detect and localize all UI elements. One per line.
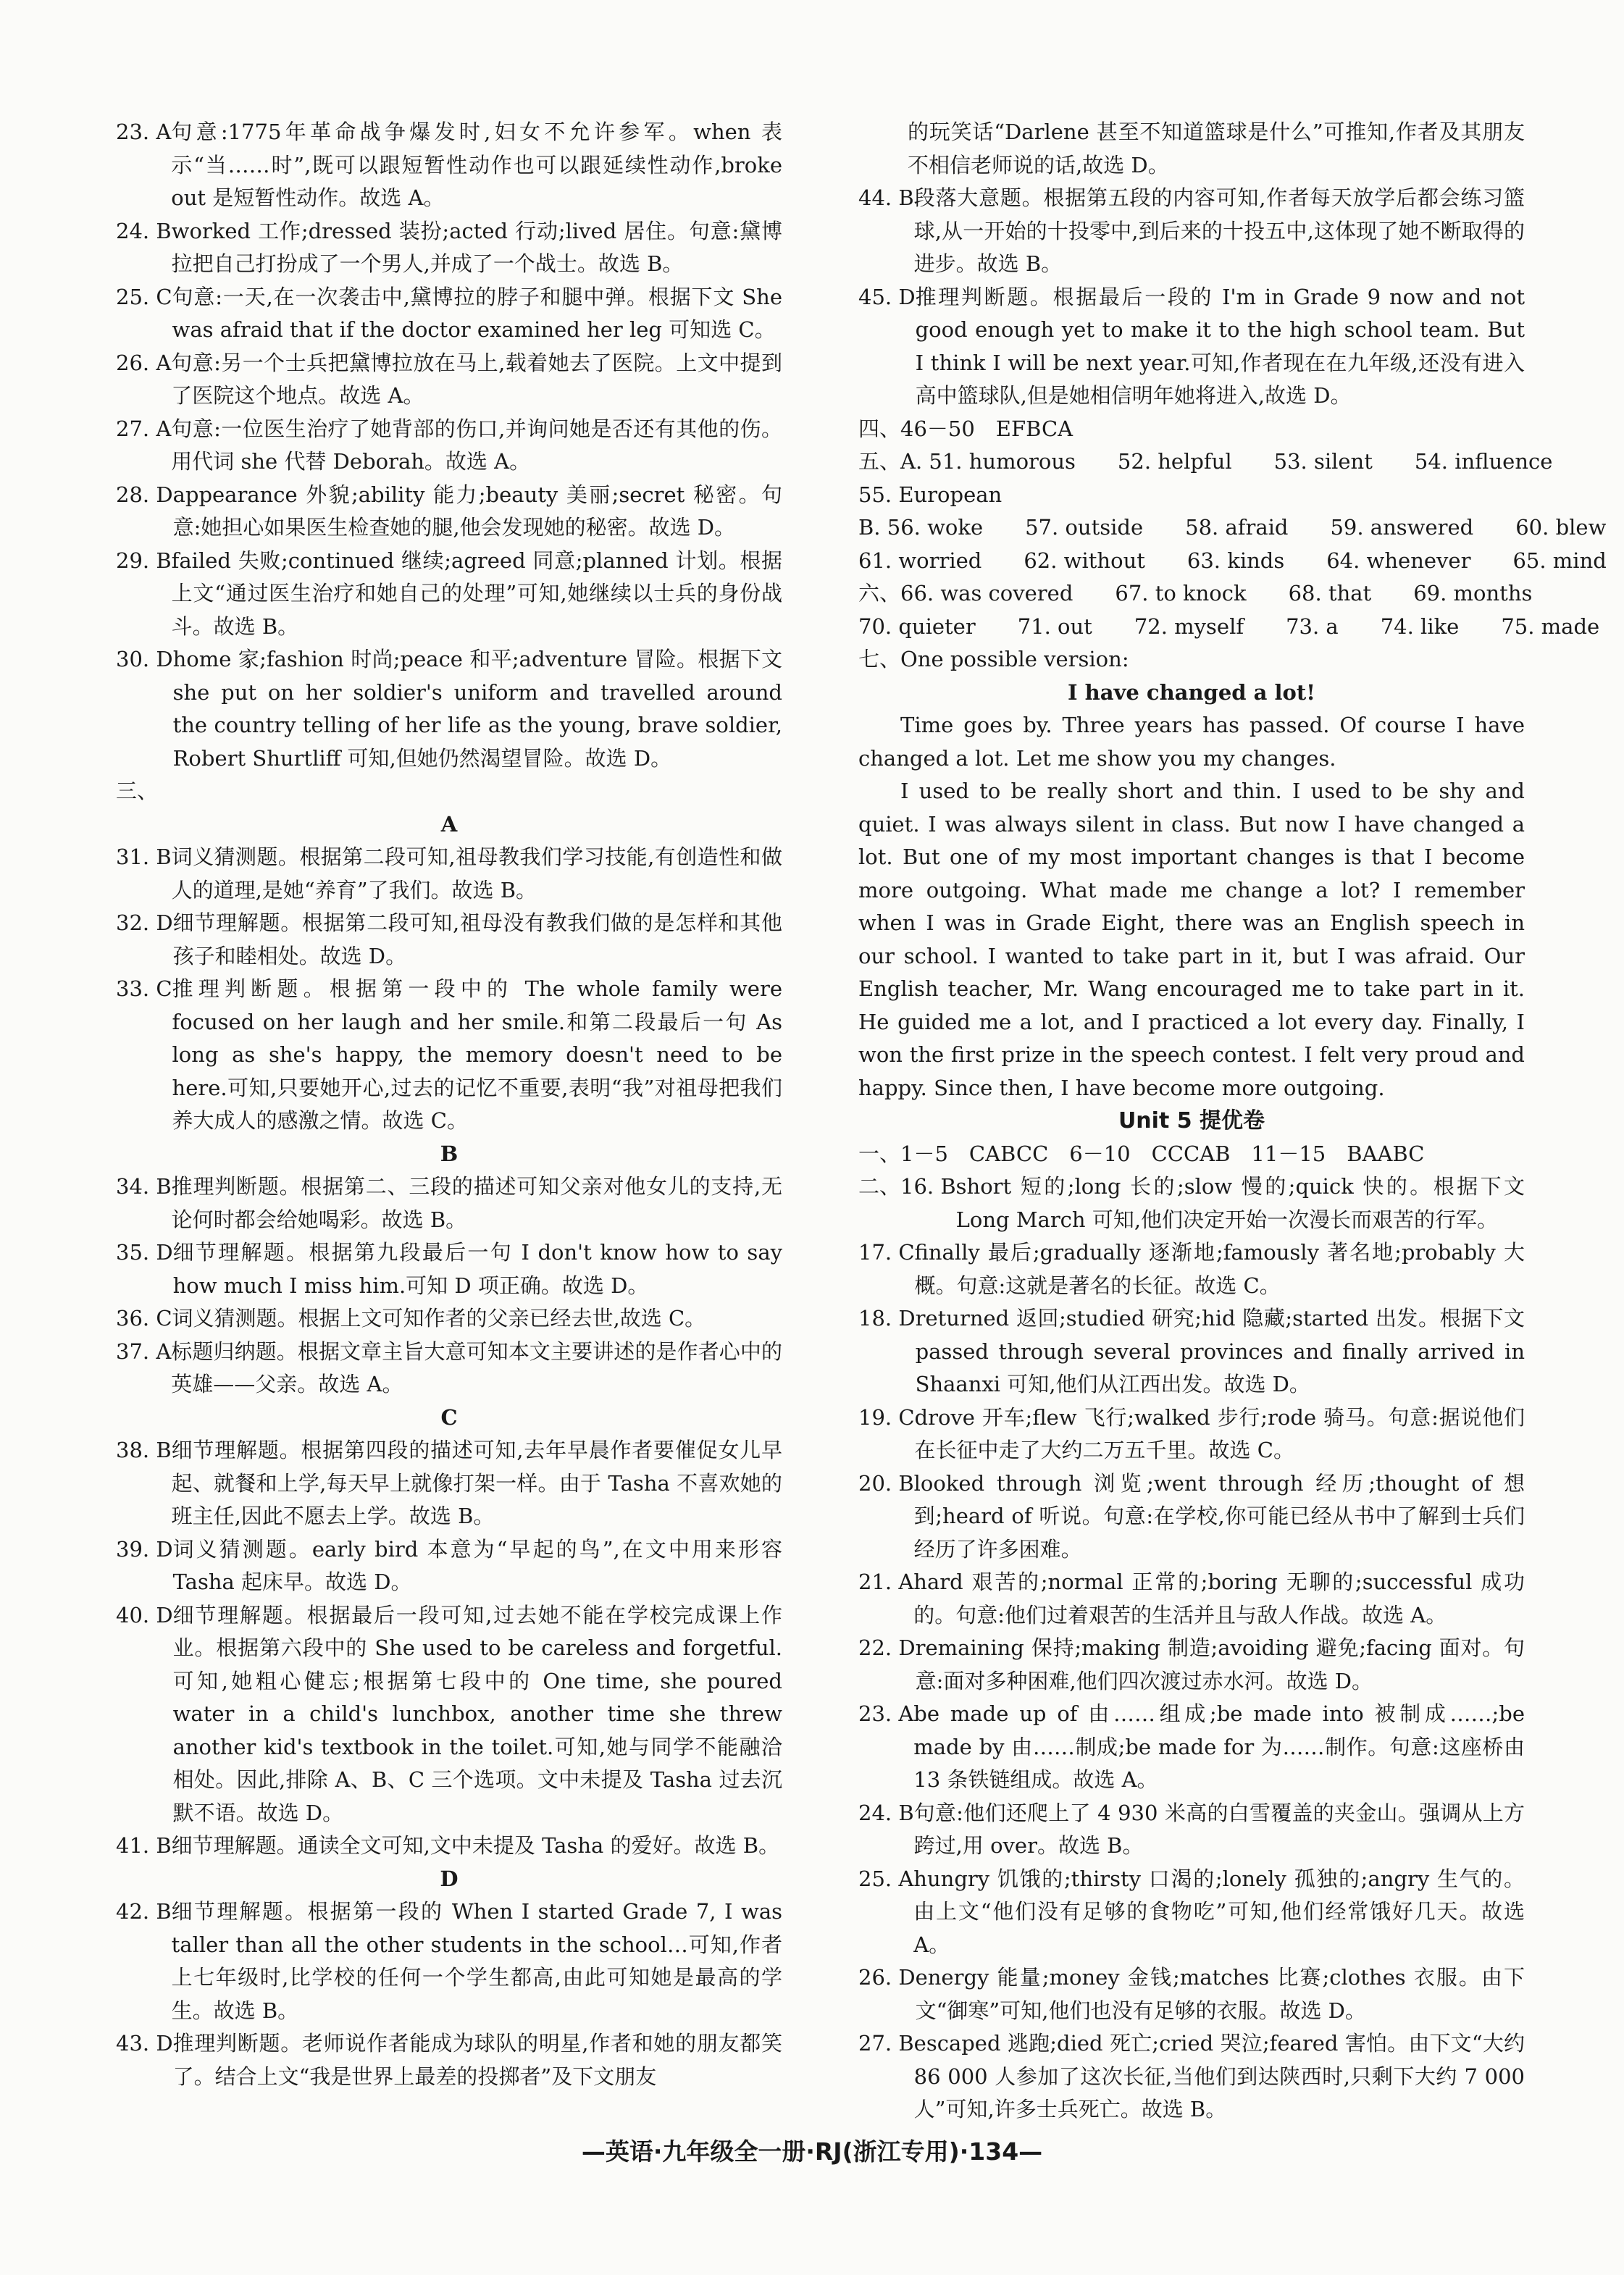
answer-explanation: 句意:一天,在一次袭击中,黛博拉的脖子和腿中弹。根据下文 She was afraid that if the doctor examined her leg 可知选 C。 bbox=[172, 284, 782, 342]
continued-text: 的玩笑话“Darlene 甚至不知道篮球是什么”可推知,作者及其朋友不相信老师说的话,故选 D。 bbox=[908, 120, 1525, 177]
answer-item bbox=[116, 347, 782, 413]
answer-number: 25. A bbox=[858, 1866, 914, 1891]
answer-number: 44. B bbox=[858, 185, 914, 210]
answer-row: 六、66. was covered 67. to knock 68. that 69. months bbox=[858, 581, 1533, 606]
answer-explanation: 细节理解题。根据第一段的 When I started Grade 7, I was taller than all the other students in the school…可知,作者上七年级时,比学校的任何一个学生都高,由此可知她是最高的学生。故选 B。 bbox=[171, 1899, 782, 2023]
answer-explanation: 句意:1775年革命战争爆发时,妇女不允许参军。when 表示“当……时”,既可以跟短暂性动作也可以跟延续性动作,broke out 是短暂性动作。故选 A。 bbox=[171, 120, 782, 210]
answer-number: 36. C bbox=[116, 1306, 172, 1331]
answer-number: 19. C bbox=[858, 1404, 915, 1430]
answer-explanation: 词义猜测题。early bird 本意为“早起的鸟”,在文中用来形容 Tasha 起床早。故选 D。 bbox=[172, 1536, 782, 1594]
answer-explanation: 句意:他们还爬上了 4 930 米高的白雪覆盖的夹金山。强调从上方跨过,用 over。故选 B。 bbox=[913, 1800, 1525, 1858]
answer-number: 17. C bbox=[858, 1240, 915, 1265]
answer-number: 31. B bbox=[116, 845, 172, 869]
answer-explanation: 词义猜测题。根据第二段可知,祖母教我们学习技能,有创造性和做人的道理,是她“养育”了我们。故选 B。 bbox=[171, 845, 782, 902]
answer-item bbox=[858, 1402, 1525, 1467]
answer-item bbox=[116, 1895, 782, 2027]
answer-item bbox=[858, 1467, 1525, 1567]
essay-paragraph: I used to be really short and thin. I used to be shy and quiet. I was always silent in class. But now I have changed a lot. But one of my most important changes is that I become more outgoing. What made me change a lot? I remember when I was in Grade Eight, there was an English speech in our school. I wanted to take part in it, but I was afraid. Our English teacher, Mr. Wang encouraged me to take part in it. He guided me a lot, and I practiced a lot every day. Finally, I won the first prize in the speech contest. I felt very proud and happy. Since then, I have become more outgoing. bbox=[858, 779, 1525, 1100]
answer-item bbox=[116, 643, 782, 775]
answer-row: 55. European bbox=[858, 482, 1003, 507]
answer-explanation: hard 艰苦的;normal 正常的;boring 无聊的;successful 成功的。句意:他们过着艰苦的生活并且与敌人作战。故选 A。 bbox=[913, 1570, 1525, 1627]
answer-number: 32. D bbox=[116, 910, 173, 935]
answer-item bbox=[116, 1599, 782, 1830]
answer-item bbox=[116, 116, 782, 215]
section-label: 三、 bbox=[116, 779, 159, 803]
answer-explanation: 推理判断题。老师说作者能成为球队的明星,作者和她的朋友都笑了。结合上文“我是世界上最差的投掷者”及下文朋友 bbox=[172, 2031, 782, 2089]
answer-number: 30. D bbox=[116, 647, 173, 671]
answer-explanation: short 短的;long 长的;slow 慢的;quick 快的。根据下文 Long March 可知,他们决定开始一次漫长而艰苦的行军。 bbox=[955, 1174, 1525, 1232]
answer-number: 25. C bbox=[116, 284, 172, 309]
answer-row: 70. quieter 71. out 72. myself 73. a 74. like 75. made bbox=[858, 613, 1600, 639]
page-footer: —英语·九年级全一册·RJ(浙江专用)·134— bbox=[581, 2137, 1043, 2166]
answer-item bbox=[858, 1302, 1525, 1402]
answer-explanation: 细节理解题。根据第九段最后一句 I don't know how to say how much I miss him.可知 D 项正确。故选 D。 bbox=[172, 1240, 782, 1298]
answer-row: 五、A. 51. humorous 52. helpful 53. silent 54. influence bbox=[858, 449, 1553, 474]
answer-item bbox=[858, 182, 1525, 281]
answer-item bbox=[116, 1336, 782, 1402]
section-heading: B bbox=[440, 1141, 459, 1166]
section-heading: I have changed a lot! bbox=[1067, 679, 1316, 705]
unit-title: Unit 5 提优卷 bbox=[1118, 1108, 1265, 1134]
answer-item bbox=[116, 215, 782, 281]
answer-number: 23. A bbox=[116, 120, 172, 144]
answer-item bbox=[116, 1302, 782, 1336]
answer-number: 28. D bbox=[116, 482, 173, 507]
answer-explanation: finally 最后;gradually 逐渐地;famously 著名地;probably 大概。句意:这就是著名的长征。故选 C。 bbox=[914, 1240, 1525, 1298]
answer-number: 26. A bbox=[116, 350, 172, 375]
answer-number: 42. B bbox=[116, 1899, 172, 1924]
answer-explanation: 细节理解题。根据最后一段可知,过去她不能在学校完成课上作业。根据第六段中的 She used to be careless and forgetful.可知,她粗心健忘;根据第七段中的 One time, she poured water in a child's lunchbox, another time she threw another kid's textbook in the toilet.可知,她与同学不能融洽相处。因此,排除 A、B、C 三个选项。文中未提及 Tasha 过去沉默不语。故选 D。 bbox=[172, 1602, 782, 1825]
answer-item bbox=[858, 1236, 1525, 1302]
answer-explanation: 词义猜测题。根据上文可知作者的父亲已经去世,故选 C。 bbox=[172, 1306, 706, 1331]
answer-item bbox=[116, 413, 782, 479]
answer-item bbox=[116, 479, 782, 545]
answer-row: 七、One possible version: bbox=[858, 647, 1129, 671]
answer-number: 22. D bbox=[858, 1635, 916, 1660]
answer-number: 45. D bbox=[858, 284, 916, 309]
answer-item bbox=[116, 281, 782, 347]
answer-row: 一、1－5 CABCC 6－10 CCCAB 11－15 BAABC bbox=[858, 1141, 1425, 1166]
answer-item bbox=[858, 281, 1525, 413]
answer-item bbox=[116, 1533, 782, 1599]
answer-row: 61. worried 62. without 63. kinds 64. whenever 65. mind bbox=[858, 548, 1607, 573]
answer-explanation: failed 失败;continued 继续;agreed 同意;planned 计划。根据上文“通过医生治疗和她自己的处理”可知,她继续以士兵的身份战斗。故选 B。 bbox=[171, 548, 782, 639]
answer-number: 37. A bbox=[116, 1338, 172, 1364]
answer-number: 38. B bbox=[116, 1438, 172, 1462]
answer-explanation: hungry 饥饿的;thirsty 口渴的;lonely 孤独的;angry 生气的。由上文“他们没有足够的食物吃”可知,他们经常饿好几天。故选 A。 bbox=[913, 1866, 1525, 1957]
answer-explanation: appearance 外貌;ability 能力;beauty 美丽;secret 秘密。句意:她担心如果医生检查她的腿,他会发现她的秘密。故选 D。 bbox=[172, 482, 782, 540]
answer-explanation: be made up of 由……组成;be made into 被制成……;be made by 由……制成;be made for 为……制作。句意:这座桥由 13 条铁链组成。故选 A。 bbox=[913, 1701, 1525, 1792]
answer-item bbox=[116, 1236, 782, 1302]
answer-number: 24. B bbox=[858, 1800, 914, 1825]
answer-number: 27. A bbox=[116, 416, 172, 441]
left-column bbox=[116, 116, 782, 2093]
answer-number: 41. B bbox=[116, 1833, 172, 1858]
section-heading: A bbox=[440, 811, 458, 837]
answer-item bbox=[858, 1566, 1525, 1632]
answer-explanation: drove 开车;flew 飞行;walked 步行;rode 骑马。句意:据说他们在长征中走了大约二万五千里。故选 C。 bbox=[914, 1404, 1525, 1462]
answer-item bbox=[116, 973, 782, 1138]
essay-paragraph: Time goes by. Three years has passed. Of course I have changed a lot. Let me show you my changes. bbox=[858, 713, 1525, 771]
answer-explanation: escaped 逃跑;died 死亡;cried 哭泣;feared 害怕。由下文“大约 86 000 人参加了这次长征,当他们到达陕西时,只剩下大约 7 000 人”可知,许多士兵死亡。故选 B。 bbox=[913, 2031, 1525, 2121]
answer-explanation: worked 工作;dressed 装扮;acted 行动;lived 居住。句意:黛博拉把自己打扮成了一个男人,并成了一个战士。故选 B。 bbox=[171, 218, 782, 276]
answer-number: 二、16. B bbox=[858, 1174, 956, 1199]
answer-explanation: 标题归纳题。根据文章主旨大意可知本文主要讲述的是作者心中的英雄——父亲。故选 A。 bbox=[171, 1338, 782, 1396]
answer-number: 21. A bbox=[858, 1570, 914, 1594]
answer-number: 43. D bbox=[116, 2031, 173, 2056]
answer-number: 26. D bbox=[858, 1965, 916, 1990]
answer-explanation: 段落大意题。根据第五段的内容可知,作者每天放学后都会练习篮球,从一开始的十投零中,到后来的十投五中,这体现了她不断取得的进步。故选 B。 bbox=[913, 185, 1525, 276]
answer-item bbox=[116, 841, 782, 907]
answer-item bbox=[116, 907, 782, 973]
answer-explanation: 推理判断题。根据第二、三段的描述可知父亲对他女儿的支持,无论何时都会给她喝彩。故选 B。 bbox=[171, 1174, 782, 1232]
answer-explanation: energy 能量;money 金钱;matches 比赛;clothes 衣服。由下文“御寒”可知,他们也没有足够的衣服。故选 D。 bbox=[915, 1965, 1525, 2023]
answer-number: 27. B bbox=[858, 2031, 914, 2056]
answer-explanation: looked through 浏览;went through 经历;thought of 想到;heard of 听说。句意:在学校,你可能已经从书中了解到士兵们经历了许多困难。 bbox=[913, 1470, 1525, 1562]
answer-item bbox=[858, 2027, 1525, 2127]
answer-item bbox=[116, 1830, 782, 1863]
answer-item bbox=[858, 1170, 1525, 1236]
section-heading: C bbox=[440, 1404, 458, 1430]
answer-item bbox=[116, 545, 782, 644]
answer-item bbox=[858, 1632, 1525, 1698]
answer-number: 39. D bbox=[116, 1536, 173, 1562]
answer-explanation: 细节理解题。通读全文可知,文中未提及 Tasha 的爱好。故选 B。 bbox=[171, 1833, 780, 1858]
answer-explanation: remaining 保持;making 制造;avoiding 避免;facing 面对。句意:面对多种困难,他们四次渡过赤水河。故选 D。 bbox=[915, 1635, 1525, 1693]
answer-item bbox=[858, 1797, 1525, 1863]
answer-number: 34. B bbox=[116, 1174, 172, 1199]
answer-number: 29. B bbox=[116, 548, 172, 573]
answer-explanation: 推理判断题。根据最后一段的 I'm in Grade 9 now and not good enough yet to make it to the high school team. But I think I will be next year.可知,作者现在在九年级,还没有进入高中篮球队,但是她相信明年她将进入,故选 D。 bbox=[915, 284, 1525, 408]
answer-item bbox=[116, 1170, 782, 1236]
answer-number: 23. A bbox=[858, 1701, 914, 1726]
answer-number: 18. D bbox=[858, 1306, 916, 1331]
answer-explanation: 推理判断题。根据第一段中的 The whole family were focused on her laugh and her smile.和第二段最后一句 As long as she's happy, the memory doesn't need to be here.可知,只要她开心,过去的记忆不重要,表明“我”对祖母把我们养大成人的感激之情。故选 C。 bbox=[172, 976, 782, 1133]
answer-explanation: returned 返回;studied 研究;hid 隐藏;started 出发。根据下文 passed through several provinces and finally arrived in Shaanxi 可知,他们从江西出发。故选 D。 bbox=[915, 1306, 1525, 1396]
answer-number: 24. B bbox=[116, 218, 172, 243]
answer-explanation: 细节理解题。根据第四段的描述可知,去年早晨作者要催促女儿早起、就餐和上学,每天早上就像打架一样。由于 Tasha 不喜欢她的班主任,因此不愿去上学。故选 B。 bbox=[171, 1438, 782, 1528]
right-column bbox=[858, 116, 1607, 2127]
answer-row: B. 56. woke 57. outside 58. afraid 59. answered 60. blew bbox=[858, 515, 1607, 540]
answer-number: 40. D bbox=[116, 1602, 173, 1627]
answer-explanation: home 家;fashion 时尚;peace 和平;adventure 冒险。根据下文 she put on her soldier's uniform and travelled around the country telling of her life as the young, brave soldier, Robert Shurtliff 可知,但她仍然渴望冒险。故选 D。 bbox=[172, 647, 782, 771]
answer-explanation: 细节理解题。根据第二段可知,祖母没有教我们做的是怎样和其他孩子和睦相处。故选 D。 bbox=[172, 910, 782, 968]
answer-item bbox=[116, 2027, 782, 2093]
answer-row: 四、46－50 EFBCA bbox=[858, 416, 1073, 441]
answer-number: 35. D bbox=[116, 1240, 173, 1265]
answer-item bbox=[116, 1434, 782, 1533]
answer-number: 33. C bbox=[116, 976, 172, 1001]
answer-item bbox=[858, 1698, 1525, 1797]
answer-explanation: 句意:另一个士兵把黛博拉放在马上,载着她去了医院。上文中提到了医院这个地点。故选 A。 bbox=[171, 350, 782, 408]
answer-number: 20. B bbox=[858, 1470, 914, 1496]
answer-item bbox=[858, 1961, 1525, 2027]
answer-explanation: 句意:一位医生治疗了她背部的伤口,并询问她是否还有其他的伤。用代词 she 代替 Deborah。故选 A。 bbox=[171, 416, 782, 474]
answer-item bbox=[858, 1863, 1525, 1962]
section-heading: D bbox=[440, 1866, 459, 1891]
